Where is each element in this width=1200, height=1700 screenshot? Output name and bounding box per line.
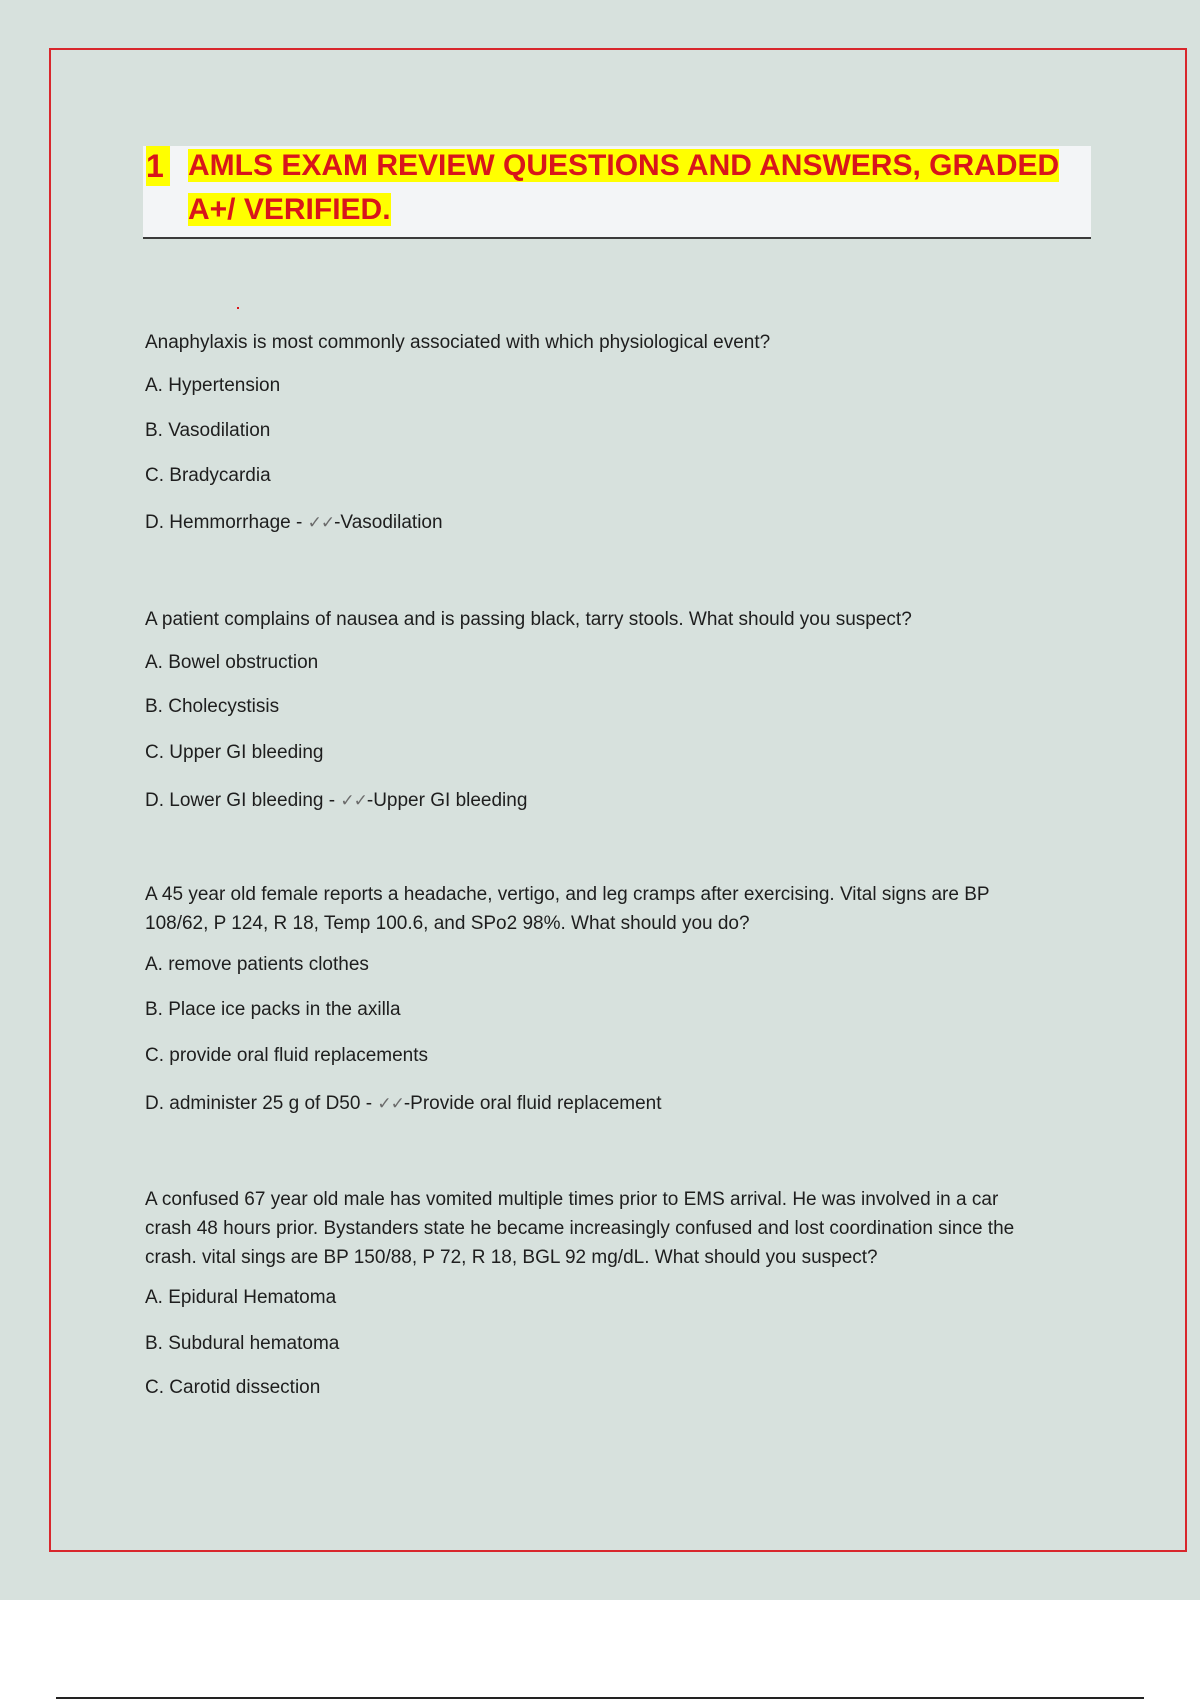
- title-text-2: A+/ VERIFIED.: [188, 193, 391, 226]
- option-b: B. Vasodilation: [145, 420, 271, 441]
- option-d: [145, 510, 1095, 536]
- option-a: A. Epidural Hematoma: [145, 1287, 337, 1308]
- question-block-3: [145, 880, 1095, 1117]
- answer-text: -Vasodilation: [334, 512, 443, 533]
- question-text-line-3: crash. vital sings are BP 150/88, P 72, R 18, BGL 92 mg/dL. What should you suspect?: [145, 1247, 878, 1268]
- option-b: B. Cholecystisis: [145, 696, 280, 717]
- question-block-2: [145, 605, 1095, 814]
- title-number: 1: [146, 146, 170, 186]
- option-b: B. Subdural hematoma: [145, 1333, 340, 1354]
- question-text-line-2: 108/62, P 124, R 18, Temp 100.6, and SPo2 98%. What should you do?: [145, 913, 750, 934]
- answer-text: -Provide oral fluid replacement: [403, 1093, 662, 1114]
- option-d: [145, 788, 1095, 814]
- option-c: C. Carotid dissection: [145, 1377, 321, 1398]
- question-block-4: [145, 1185, 1095, 1401]
- question-text: Anaphylaxis is most commonly associated with which physiological event?: [145, 332, 771, 353]
- answer-text: -Upper GI bleeding: [366, 790, 528, 811]
- red-dot-mark: [237, 307, 239, 309]
- option-c: C. provide oral fluid replacements: [145, 1045, 429, 1066]
- option-a: A. remove patients clothes: [145, 954, 369, 975]
- option-d-label: D. administer 25 g of D50 -: [145, 1093, 378, 1114]
- footer-divider: [56, 1697, 1144, 1699]
- option-d-label: D. Hemmorrhage -: [145, 512, 308, 533]
- double-check-icon: ✓✓: [377, 1094, 404, 1113]
- option-d: [145, 1091, 1095, 1117]
- question-text-line-1: A 45 year old female reports a headache, vertigo, and leg cramps after exercising. Vital signs are BP: [145, 884, 990, 905]
- double-check-icon: ✓✓: [340, 791, 367, 810]
- title-line-2: [188, 190, 391, 230]
- option-c: C. Bradycardia: [145, 465, 271, 486]
- title-text-1: AMLS EXAM REVIEW QUESTIONS AND ANSWERS, GRADED: [188, 149, 1060, 182]
- option-a: A. Hypertension: [145, 375, 281, 396]
- title-line-1: [188, 146, 1059, 186]
- question-text-line-1: A confused 67 year old male has vomited multiple times prior to EMS arrival. He was involved in a car: [145, 1189, 999, 1210]
- question-text-line-2: crash 48 hours prior. Bystanders state he became increasingly confused and lost coordination since the: [145, 1218, 1015, 1239]
- question-block-1: [145, 328, 1095, 536]
- option-b: B. Place ice packs in the axilla: [145, 999, 401, 1020]
- double-check-icon: ✓✓: [307, 513, 335, 532]
- option-d-label: D. Lower GI bleeding -: [145, 790, 341, 811]
- question-text: A patient complains of nausea and is passing black, tarry stools. What should you suspect?: [145, 609, 912, 630]
- option-c: C. Upper GI bleeding: [145, 742, 324, 763]
- option-a: A. Bowel obstruction: [145, 652, 319, 673]
